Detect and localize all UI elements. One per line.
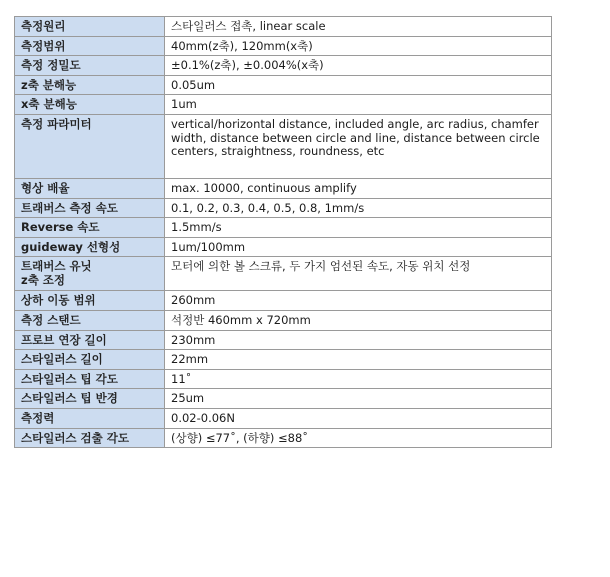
spec-row-measuring-principle — [15, 17, 552, 37]
spec-row-z-resolution — [15, 75, 552, 95]
spec-label-line: 트래버스 유닛 — [21, 259, 92, 274]
spec-value: 1um/100mm — [165, 237, 552, 257]
spec-value: 22mm — [165, 350, 552, 370]
spec-label: 스타일러스 검출 각도 — [15, 428, 165, 448]
spec-label: 측정범위 — [15, 36, 165, 56]
spec-label: 측정원리 — [15, 17, 165, 37]
spec-label: 측정 정밀도 — [15, 56, 165, 76]
spec-label: guideway 선형성 — [15, 237, 165, 257]
spec-value: 모터에 의한 볼 스크류, 두 가지 엄선된 속도, 자동 위치 선정 — [165, 257, 552, 291]
spec-value: 1um — [165, 95, 552, 115]
spec-label: Reverse 속도 — [15, 218, 165, 238]
spec-value: 스타일러스 접촉, linear scale — [165, 17, 552, 37]
spec-value: 25um — [165, 389, 552, 409]
spec-label: 형상 배율 — [15, 178, 165, 198]
spec-value: max. 10000, continuous amplify — [165, 178, 552, 198]
spec-row-traverse-speed — [15, 198, 552, 218]
spec-label: 트래버스 측정 속도 — [15, 198, 165, 218]
spec-row-parameters — [15, 114, 552, 178]
spec-row-stand — [15, 310, 552, 330]
spec-value: 0.1, 0.2, 0.3, 0.4, 0.5, 0.8, 1mm/s — [165, 198, 552, 218]
spec-row-stylus-length — [15, 350, 552, 370]
spec-value: vertical/horizontal distance, included angle, arc radius, chamfer width, distance between circle and line, distance between circle centers, straightness, roundness, etc — [165, 114, 552, 178]
spec-label: x축 분해능 — [15, 95, 165, 115]
spec-value: 11˚ — [165, 369, 552, 389]
spec-row-detection-angle — [15, 428, 552, 448]
spec-value: 260mm — [165, 291, 552, 311]
spec-row-x-resolution — [15, 95, 552, 115]
spec-label-line: z축 조정 — [21, 272, 66, 287]
spec-label — [15, 257, 165, 291]
spec-table — [14, 16, 552, 448]
spec-label: z축 분해능 — [15, 75, 165, 95]
spec-row-vertical-travel — [15, 291, 552, 311]
spec-value: (상향) ≤77˚, (하향) ≤88˚ — [165, 428, 552, 448]
spec-row-accuracy — [15, 56, 552, 76]
spec-label: 프로브 연장 길이 — [15, 330, 165, 350]
spec-label: 스타일러스 팁 반경 — [15, 389, 165, 409]
spec-label: 스타일러스 길이 — [15, 350, 165, 370]
spec-row-measuring-force — [15, 408, 552, 428]
spec-row-tip-angle — [15, 369, 552, 389]
spec-value: 1.5mm/s — [165, 218, 552, 238]
spec-value: 40mm(z축), 120mm(x축) — [165, 36, 552, 56]
spec-value: 석정반 460mm x 720mm — [165, 310, 552, 330]
spec-label: 측정 파라미터 — [15, 114, 165, 178]
spec-row-reverse-speed — [15, 218, 552, 238]
spec-row-probe-extension — [15, 330, 552, 350]
spec-row-magnification — [15, 178, 552, 198]
spec-row-guideway-linearity — [15, 237, 552, 257]
spec-label: 스타일러스 팁 각도 — [15, 369, 165, 389]
spec-row-tip-radius — [15, 389, 552, 409]
spec-row-traverse-unit — [15, 257, 552, 291]
spec-value: ±0.1%(z축), ±0.004%(x축) — [165, 56, 552, 76]
spec-value: 0.02-0.06N — [165, 408, 552, 428]
spec-value: 230mm — [165, 330, 552, 350]
spec-value: 0.05um — [165, 75, 552, 95]
spec-label: 측정력 — [15, 408, 165, 428]
spec-label: 측정 스탠드 — [15, 310, 165, 330]
spec-row-measuring-range — [15, 36, 552, 56]
spec-label: 상하 이동 범위 — [15, 291, 165, 311]
